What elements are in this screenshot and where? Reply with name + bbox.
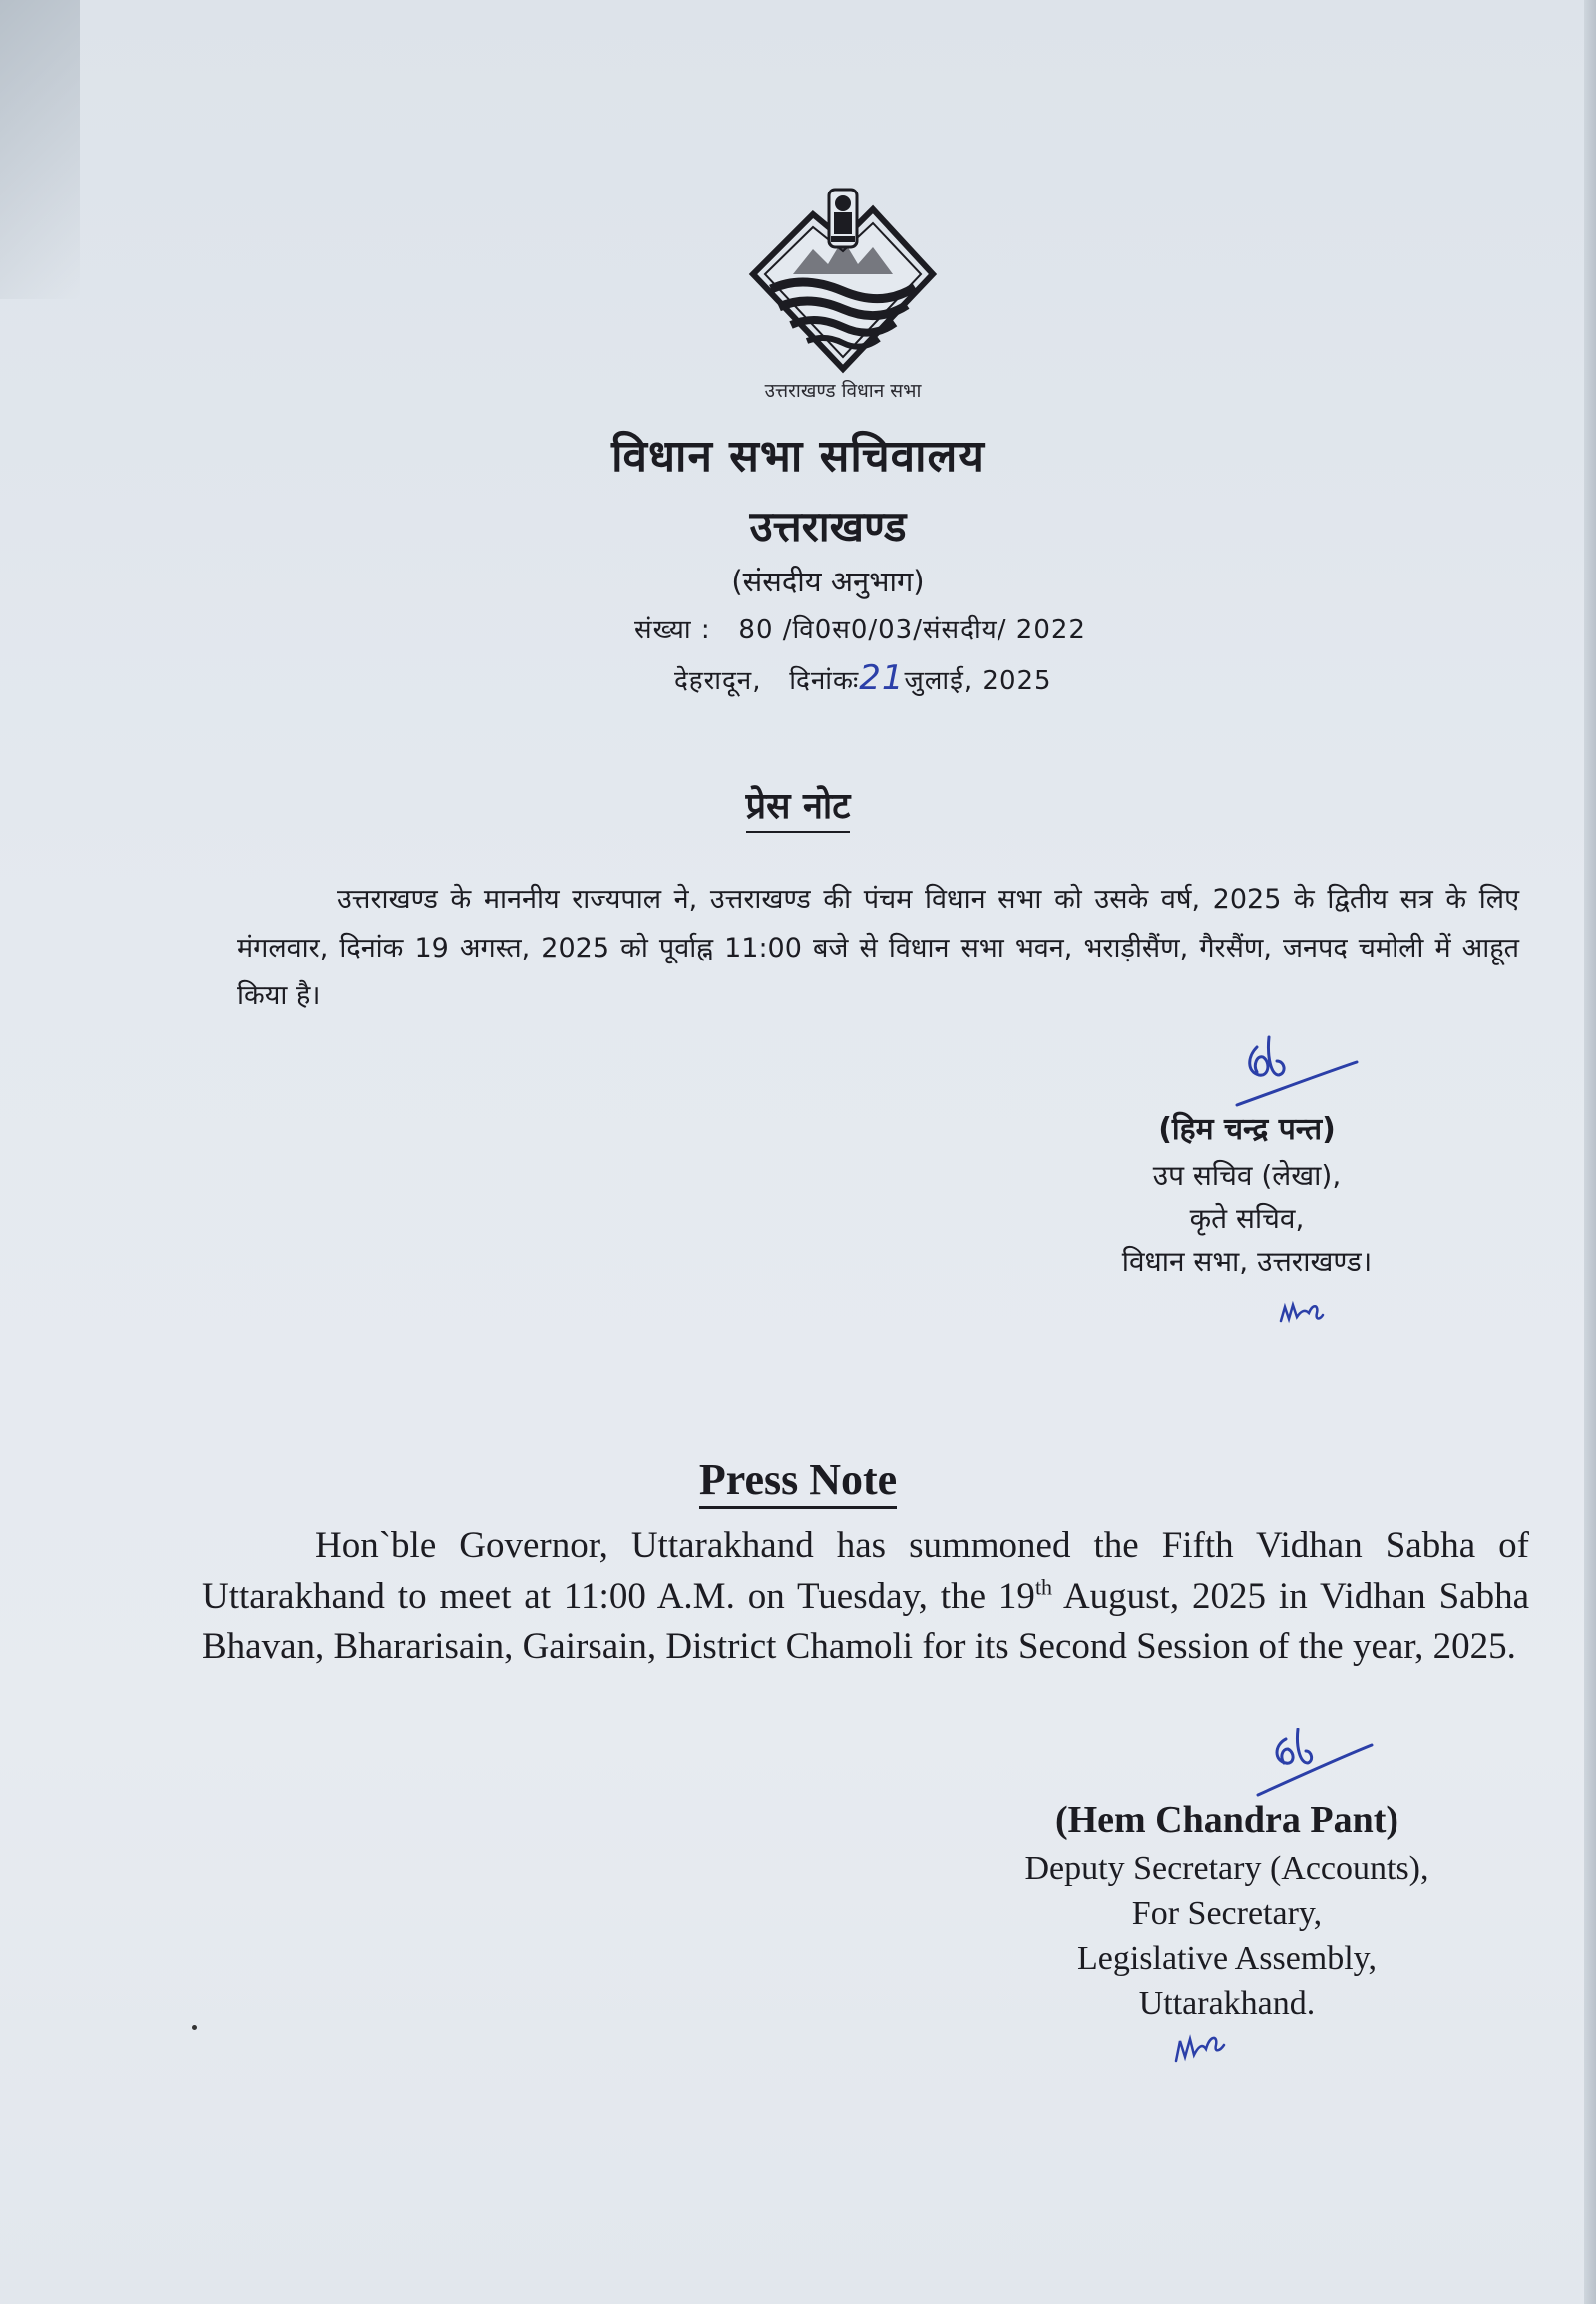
secretariat-heading: विधान सभा सचिवालय: [611, 431, 985, 482]
handwritten-date-day: 21: [859, 658, 905, 698]
place: देहरादून,: [674, 666, 762, 696]
english-signatory-name: (Hem Chandra Pant): [1054, 1799, 1399, 1841]
reference-line: [634, 610, 1086, 646]
date-line: [674, 658, 1052, 698]
english-body: Hon`ble Governor, Uttarakhand has summoned the Fifth Vidhan Sabha of Uttarakhand to meet at 11:00 A.M. on Tuesday, the 19th August, 2025 in Vidhan Sabha Bhavan, Bhararisain, Gairsain, District Chamoli for its Second Session of the year, 2025.: [202, 1525, 1529, 1668]
handwritten-signature-hindi: [1227, 1017, 1377, 1117]
hindi-title: प्रेस नोट: [0, 780, 1596, 829]
handwritten-signature-english: [1252, 1716, 1382, 1805]
english-signature-block: [998, 1795, 1456, 2026]
handwritten-initials-hindi: [1277, 1293, 1327, 1328]
reference-number: 80 /वि0स0/03/संसदीय/ 2022: [738, 615, 1086, 645]
english-signatory-office: Legislative Assembly,: [1077, 1939, 1377, 1977]
page-edge: [1584, 0, 1596, 2304]
state-heading: उत्तराखण्ड: [749, 502, 907, 551]
emblem-caption: उत्तराखण्ड विधान सभा: [764, 380, 922, 402]
english-signatory-state: Uttarakhand.: [1138, 1985, 1316, 2023]
hindi-signature-block: [1097, 1107, 1396, 1284]
handwritten-initials-english: [1172, 2021, 1232, 2071]
reference-label: संख्या :: [634, 615, 711, 645]
hindi-signatory-office: विधान सभा, उत्तराखण्ड।: [1121, 1245, 1373, 1279]
section-heading: (संसदीय अनुभाग): [731, 565, 925, 598]
paper-speck: [192, 2025, 197, 2030]
english-title: Press Note: [0, 1454, 1596, 1505]
hindi-signatory-name: (हिम चन्द्र पन्त): [1158, 1112, 1336, 1147]
hindi-body: उत्तराखण्ड के माननीय राज्यपाल ने, उत्तराखण्ड की पंचम विधान सभा को उसके वर्ष, 2025 के द्वितीय सत्र के लिए मंगलवार, दिनांक 19 अगस्त, 2025 को पूर्वाह्न 11:00 बजे से विधान सभा भवन, भराड़ीसैंण, गैरसैंण, जनपद चमोली में आहूत किया है।: [237, 884, 1519, 1012]
uttarakhand-assembly-emblem-icon: [743, 180, 943, 379]
hindi-signatory-designation: उप सचिव (लेखा),: [1152, 1158, 1342, 1192]
page-shadow: [0, 0, 80, 299]
english-signatory-designation: Deputy Secretary (Accounts),: [1024, 1849, 1429, 1887]
date-rest: जुलाई, 2025: [904, 666, 1052, 696]
hindi-signatory-for: कृते सचिव,: [1189, 1201, 1305, 1235]
date-label: दिनांकः: [789, 666, 860, 696]
english-signatory-for: For Secretary,: [1131, 1894, 1323, 1932]
